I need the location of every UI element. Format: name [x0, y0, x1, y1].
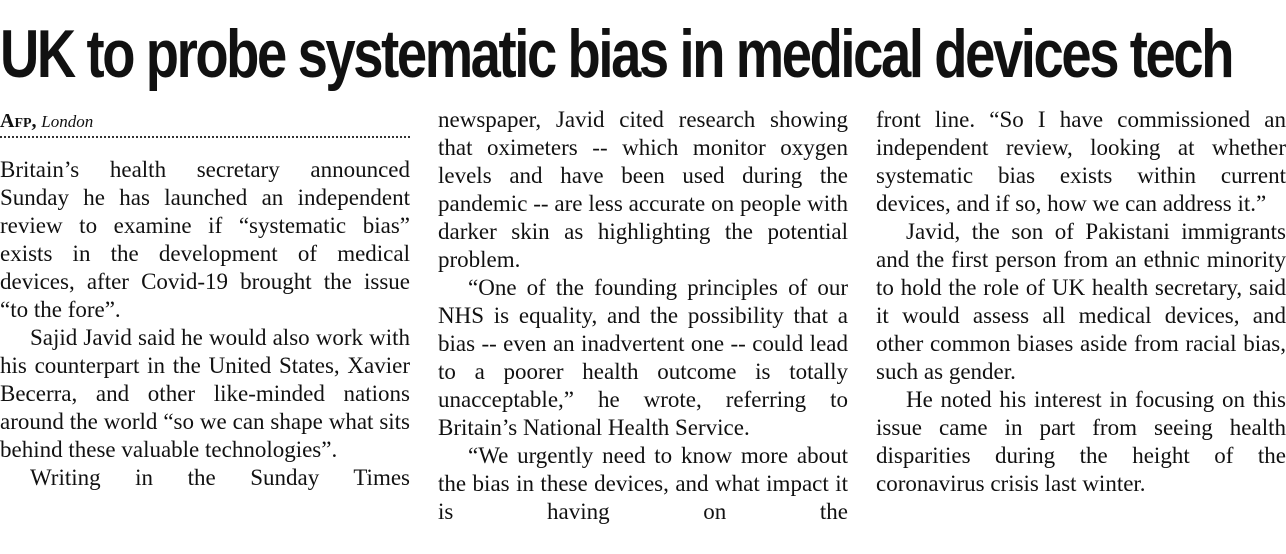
article-column-1: [0, 106, 410, 492]
paragraph: Sajid Javid said he would also work with his counterpart in the United States, Xavier Becerra, and other like-minded nations around the world “so we can shape what sits behind these valuable technologies”.: [0, 325, 410, 462]
paragraph: He noted his interest in focusing on this issue came in part from seeing health disparities during the height of the coronavirus crisis last winter.: [876, 387, 1286, 496]
headline: UK to probe systematic bias in medical devices tech: [0, 16, 1233, 92]
paragraph: Javid, the son of Pakistani immigrants and the first person from an ethnic minority to hold the role of UK health secretary, said it would assess all medical devices, and other common biases aside from racial bias, such as gender.: [876, 219, 1286, 384]
paragraph-continuation: newspaper, Javid cited research showing that oximeters -- which monitor oxygen levels and have been used during the pandemic -- are less accurate on people with darker skin as highlighting the potential problem.: [438, 107, 848, 272]
article-column-2: [438, 106, 848, 526]
article-column-3: [876, 106, 1286, 498]
paragraph: “One of the founding principles of our NHS is equality, and the possibility that a bias -- even an inadvertent one -- could lead to a poorer health outcome is totally unacceptable,” he wrote, referring to Britain’s National Health Service.: [438, 275, 848, 440]
paragraph-continuation: front line. “So I have commissioned an independent review, looking at whether systematic bias exists within current devices, and if so, how we can address it.”: [876, 107, 1286, 216]
paragraph-continued: “We urgently need to know more about the bias in these devices, and what impact it is having on the: [438, 443, 848, 524]
byline-location: London: [41, 112, 94, 131]
paragraph-continued: Writing in the Sunday Times: [30, 465, 410, 490]
byline-agency: Afp,: [0, 110, 37, 132]
paragraph: Britain’s health secretary announced Sunday he has launched an independent review to examine if “systematic bias” exists in the development of medical devices, after Covid-19 brought the issue “to the fore”.: [0, 157, 410, 322]
byline: [0, 106, 410, 138]
